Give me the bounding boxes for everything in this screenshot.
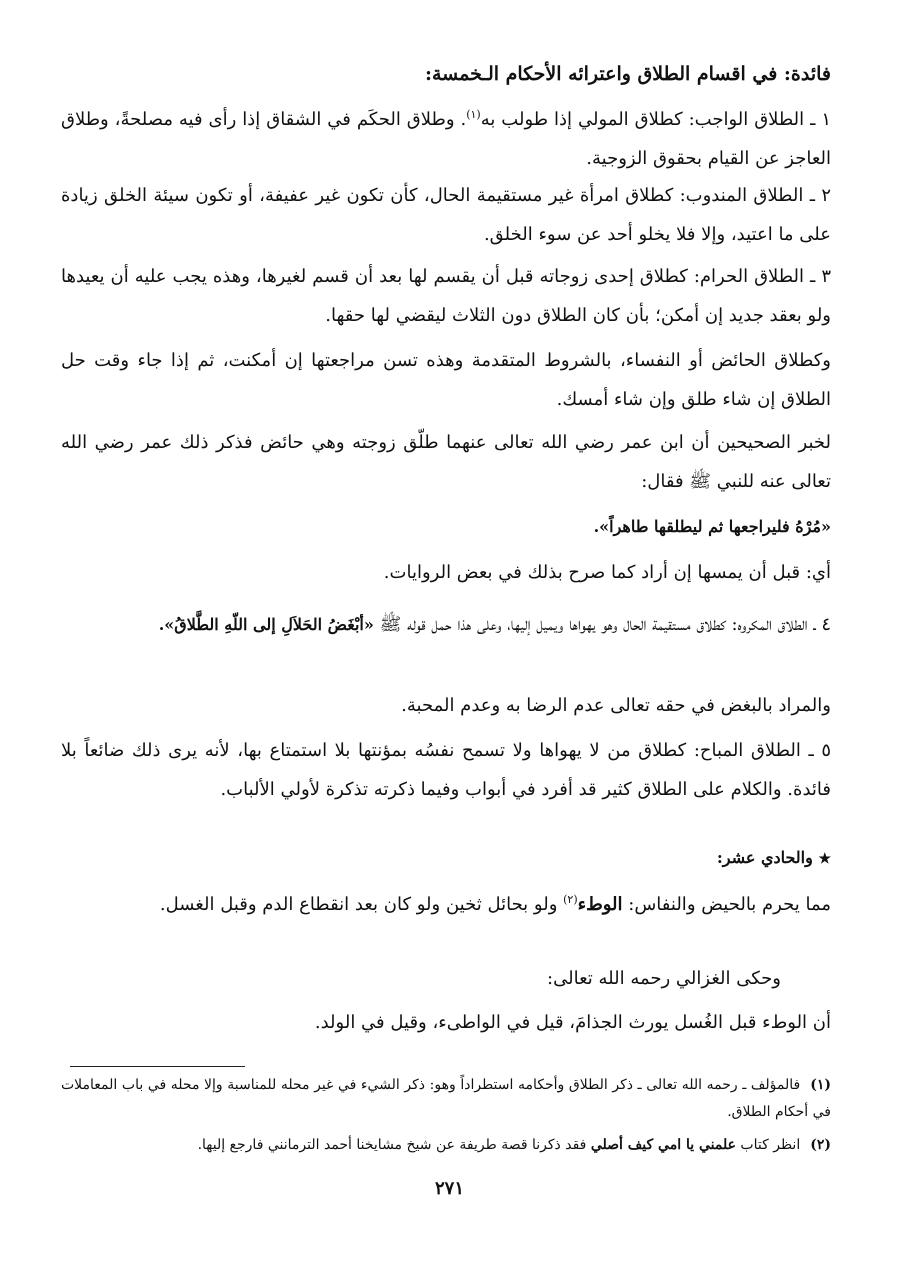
book-title: علمني يا امي كيف أصلي: [590, 1137, 736, 1153]
star-icon: ★: [818, 851, 831, 867]
footnote-1: (١)فالمؤلف ـ رحمه الله تعالى ـ ذكر الطلاق وأحكامه استطراداً وهو: ذكر الشيء في غير محله للمناسبة وإلا محله في باب المعاملات في أحكام الطلاق.: [61, 1077, 831, 1120]
footnote-ref-2[interactable]: (٢): [563, 893, 578, 906]
paragraph-explanation: أي: قبل أن يمسها إن أراد كما صرح بذلك في بعض الروايات.: [383, 562, 831, 583]
hadith-quote: «مُرْهُ فليراجعها ثم ليطلقها طاهراً».: [593, 517, 831, 536]
page-number: ٢٧١: [434, 1178, 464, 1199]
subsection-heading: ★ والحادي عشر:: [716, 848, 831, 867]
hadith-most-hated: «أبْغَضُ الحَلاَلِ إلى اللّهِ الطَّلاقُ».: [158, 615, 374, 634]
section-heading: فائدة: في اقسام الطلاق واعترائه الأحكام الـخمسة:: [424, 63, 831, 85]
paragraph-obligatory-divorce: ١ ـ الطلاق الواجب: كطلاق المولي إذا طولب به$^{(١)}$. وطلاق الحكَم في الشقاق إذا رأى فيه مصلحةً، وطلاق العاجز عن القيام بحقوق الزوجية.: [61, 108, 831, 169]
paragraph-hatred-meaning: والمراد بالبغض في حقه تعالى عدم الرضا به وعدم المحبة.: [401, 695, 831, 716]
footnote-2: (٢)انظر كتاب علمني يا امي كيف أصلي فقد ذكرنا قصة طريفة عن شيخ مشايخنا أحمد الترمانني فارجع إليها.: [197, 1137, 831, 1153]
paragraph-hadith-context: لخبر الصحيحين أن ابن عمر رضي الله تعالى عنهما طلّق زوجته وهي حائض فذكر ذلك عمر رضي الله تعالى عنه للنبي ﷺ فقال:: [61, 432, 831, 492]
paragraph-recommended-divorce: ٢ ـ الطلاق المندوب: كطلاق امرأة غير مستقيمة الحال، كأن تكون غير عفيفة، أو تكون سيئة الخلق زيادة على ما اعتيد، وإلا فلا يخلو أحد عن سوء الخلق.: [61, 185, 831, 245]
footnote-divider: [70, 1066, 245, 1067]
paragraph-permissible-divorce: ٥ ـ الطلاق المباح: كطلاق من لا يهواها ولا تسمح نفسُه بمؤنتها بلا استمتاع بها، لأنه يرى ذلك ضائعاً بلا فائدة. والكلام على الطلاق كثير قد أفرد في أبواب وفيما ذكرته تذكرة لأولي الألباب.: [61, 740, 831, 800]
paragraph-disliked-divorce: ٤ ـ الطلاق المكروه: كطلاق مستقيمة الحال وهو يهواها ويميل إليها، وعلى هذا حمل قوله ﷺ «أبْغَضُ الحَلاَلِ إلى اللّهِ الطَّلاقُ».: [158, 614, 831, 635]
paragraph-menstruation-divorce: وكطلاق الحائض أو النفساء، بالشروط المتقدمة وهذه تسن مراجعتها إن أمكنت، ثم إذا جاء وقت حل الطلاق إن شاء طلق وإن شاء أمسك.: [61, 350, 831, 410]
paragraph-prohibitions: مما يحرم بالحيض والنفاس: الوطء$^{(٢)}$ ولو بحائل ثخين ولو كان بعد انقطاع الدم وقبل الغسل.: [159, 893, 831, 915]
paragraph-forbidden-divorce: ٣ ـ الطلاق الحرام: كطلاق إحدى زوجاته قبل أن يقسم لها بعد أن قسم لغيرها، وهذه يجب عليه أن يعيدها ولو بعقد جديد إن أمكن؛ بأن كان الطلاق دون الثلاث ليقضي لها حقها.: [61, 266, 831, 326]
paragraph-ghazali: وحكى الغزالي رحمه الله تعالى:: [547, 968, 781, 989]
footnote-ref-1[interactable]: (١): [466, 108, 481, 121]
paragraph-ghazali-quote: أن الوطء قبل الغُسل يورث الجذامَ، قيل في الواطىء، وقيل في الولد.: [314, 1012, 831, 1033]
